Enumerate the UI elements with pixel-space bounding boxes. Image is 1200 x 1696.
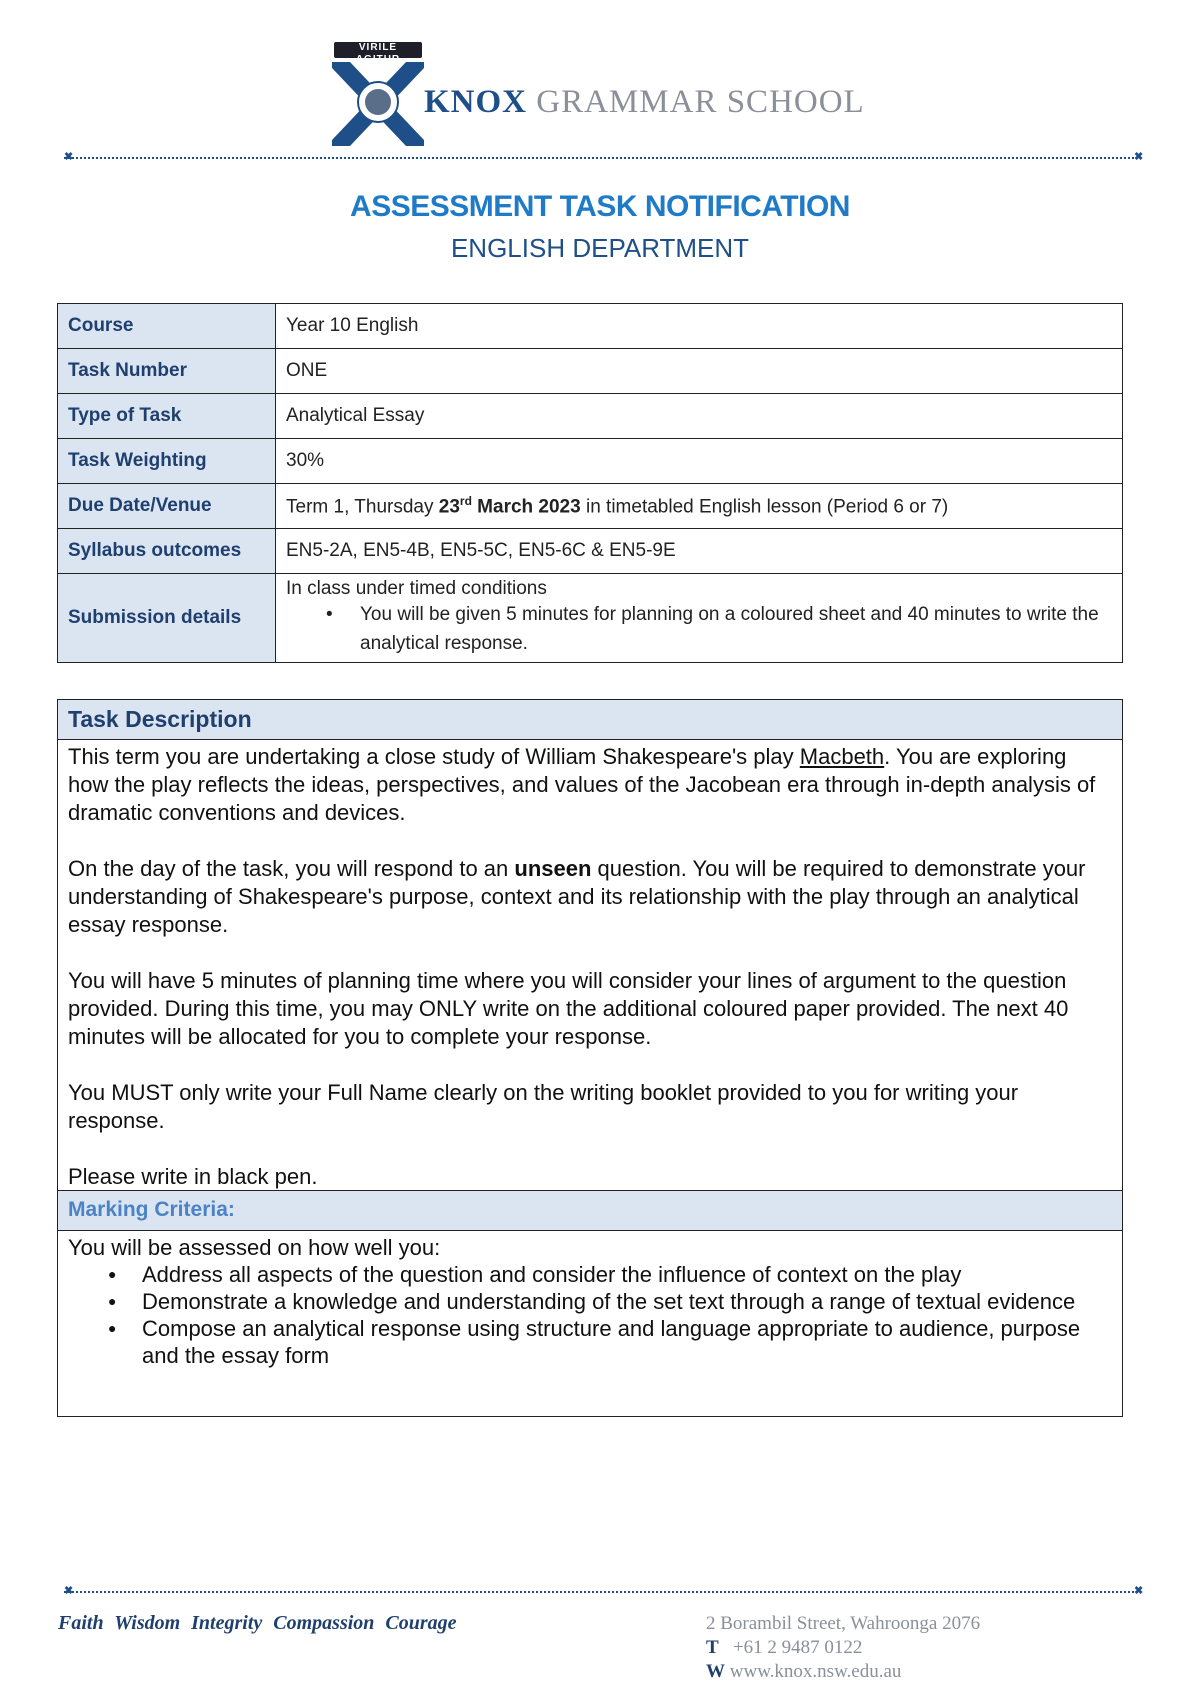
list-item: ● Compose an analytical response using structure and language appropriate to audience, purpose and the essay form bbox=[68, 1315, 1108, 1369]
p2-after: question. You will be required to demonstrate your understanding of Shakespeare's purpose, context and its relationship with the play through an analytical essay response. bbox=[68, 856, 1086, 937]
table-row bbox=[58, 304, 1123, 349]
submission-value bbox=[276, 574, 1123, 663]
task-info-table bbox=[57, 303, 1123, 663]
task-description-header bbox=[58, 700, 1122, 740]
due-day-suffix: rd bbox=[459, 493, 472, 508]
footer-divider bbox=[64, 1591, 1138, 1593]
list-item: ● Address all aspects of the question and consider the influence of context on the play bbox=[68, 1261, 1108, 1288]
footer-divider-end-right: ✖ bbox=[1134, 1585, 1144, 1597]
table-row bbox=[58, 529, 1123, 574]
due-rest: in timetabled English lesson (Period 6 or 7) bbox=[580, 496, 949, 518]
table-row bbox=[58, 439, 1123, 484]
paragraph: Please write in black pen. bbox=[68, 1164, 318, 1189]
marking-criteria-body bbox=[68, 1234, 1108, 1369]
weighting-value: 30% bbox=[276, 439, 1123, 484]
task-type-label: Type of Task bbox=[58, 394, 276, 439]
course-value: Year 10 English bbox=[276, 304, 1123, 349]
school-phone bbox=[706, 1637, 862, 1659]
p1-after: . You are exploring how the play reflects the ideas, perspectives, and values of the Jacobean era through in-depth analysis of dramatic conventions and devices. bbox=[68, 744, 1096, 825]
task-description-heading: Task Description bbox=[68, 706, 252, 732]
task-type-value: Analytical Essay bbox=[276, 394, 1123, 439]
phone-label: T bbox=[706, 1637, 719, 1658]
marking-criteria-header bbox=[58, 1190, 1122, 1231]
due-prefix: Term 1, Thursday bbox=[286, 496, 439, 518]
school-website bbox=[706, 1661, 901, 1683]
due-day: 23 bbox=[438, 496, 460, 518]
table-row bbox=[58, 394, 1123, 439]
web-label: W bbox=[706, 1661, 725, 1682]
due-date-label: Due Date/Venue bbox=[58, 484, 276, 529]
outcomes-value: EN5-2A, EN5-4B, EN5-5C, EN5-6C & EN5-9E bbox=[276, 529, 1123, 574]
motto-banner: VIRILE AGITUR bbox=[355, 42, 401, 65]
course-label: Course bbox=[58, 304, 276, 349]
criteria-list bbox=[68, 1261, 1108, 1369]
marking-criteria-heading: Marking Criteria: bbox=[68, 1198, 235, 1221]
header-divider bbox=[64, 157, 1138, 159]
p2-before: On the day of the task, you will respond to an bbox=[68, 856, 515, 881]
submission-bullet: • You will be given 5 minutes for planning on a coloured sheet and 40 minutes to write the analytical response. bbox=[286, 600, 1112, 658]
p1-before: This term you are undertaking a close study of William Shakespeare's play bbox=[68, 744, 800, 769]
task-description-body bbox=[68, 743, 1108, 1191]
submission-label: Submission details bbox=[58, 574, 276, 663]
due-month-year: March 2023 bbox=[471, 496, 581, 518]
table-row bbox=[58, 349, 1123, 394]
school-name-rest: GRAMMAR SCHOOL bbox=[536, 84, 865, 120]
table-row bbox=[58, 484, 1123, 529]
website-url: www.knox.nsw.edu.au bbox=[729, 1661, 902, 1682]
paragraph bbox=[68, 743, 1108, 827]
weighting-label: Task Weighting bbox=[58, 439, 276, 484]
phone-number: +61 2 9487 0122 bbox=[732, 1637, 863, 1658]
divider-end-right: ✖ bbox=[1134, 151, 1144, 163]
divider-end-left: ✖ bbox=[64, 151, 74, 163]
paragraph: You MUST only write your Full Name clearly on the writing booklet provided to you for writing your response. bbox=[68, 1080, 1019, 1133]
criteria-intro: You will be assessed on how well you: bbox=[68, 1235, 441, 1260]
page-title: ASSESSMENT TASK NOTIFICATION bbox=[350, 190, 850, 223]
paragraph bbox=[68, 855, 1108, 939]
task-number-label: Task Number bbox=[58, 349, 276, 394]
submission-line: In class under timed conditions bbox=[286, 578, 547, 599]
due-date-value bbox=[276, 484, 1123, 529]
footer-divider-end-left: ✖ bbox=[64, 1585, 74, 1597]
outcomes-label: Syllabus outcomes bbox=[58, 529, 276, 574]
play-title: Macbeth bbox=[799, 744, 885, 769]
list-item: ● Demonstrate a knowledge and understanding of the set text through a range of textual evidence bbox=[68, 1288, 1108, 1315]
school-values: Faith Wisdom Integrity Compassion Courage bbox=[58, 1612, 457, 1634]
table-row bbox=[58, 574, 1123, 663]
p2-bold: unseen bbox=[514, 856, 592, 881]
school-address: 2 Borambil Street, Wahroonga 2076 bbox=[706, 1613, 981, 1634]
paragraph: You will have 5 minutes of planning time where you will consider your lines of argument to the question provided. During this time, you may ONLY write on the additional coloured paper provided. The next 40 minutes will be allocated for you to complete your response. bbox=[68, 968, 1069, 1049]
task-number-value: ONE bbox=[276, 349, 1123, 394]
school-name bbox=[424, 84, 865, 121]
page-subtitle: ENGLISH DEPARTMENT bbox=[450, 233, 750, 263]
task-description-box bbox=[57, 699, 1123, 1417]
school-name-bold: KNOX bbox=[424, 84, 527, 120]
